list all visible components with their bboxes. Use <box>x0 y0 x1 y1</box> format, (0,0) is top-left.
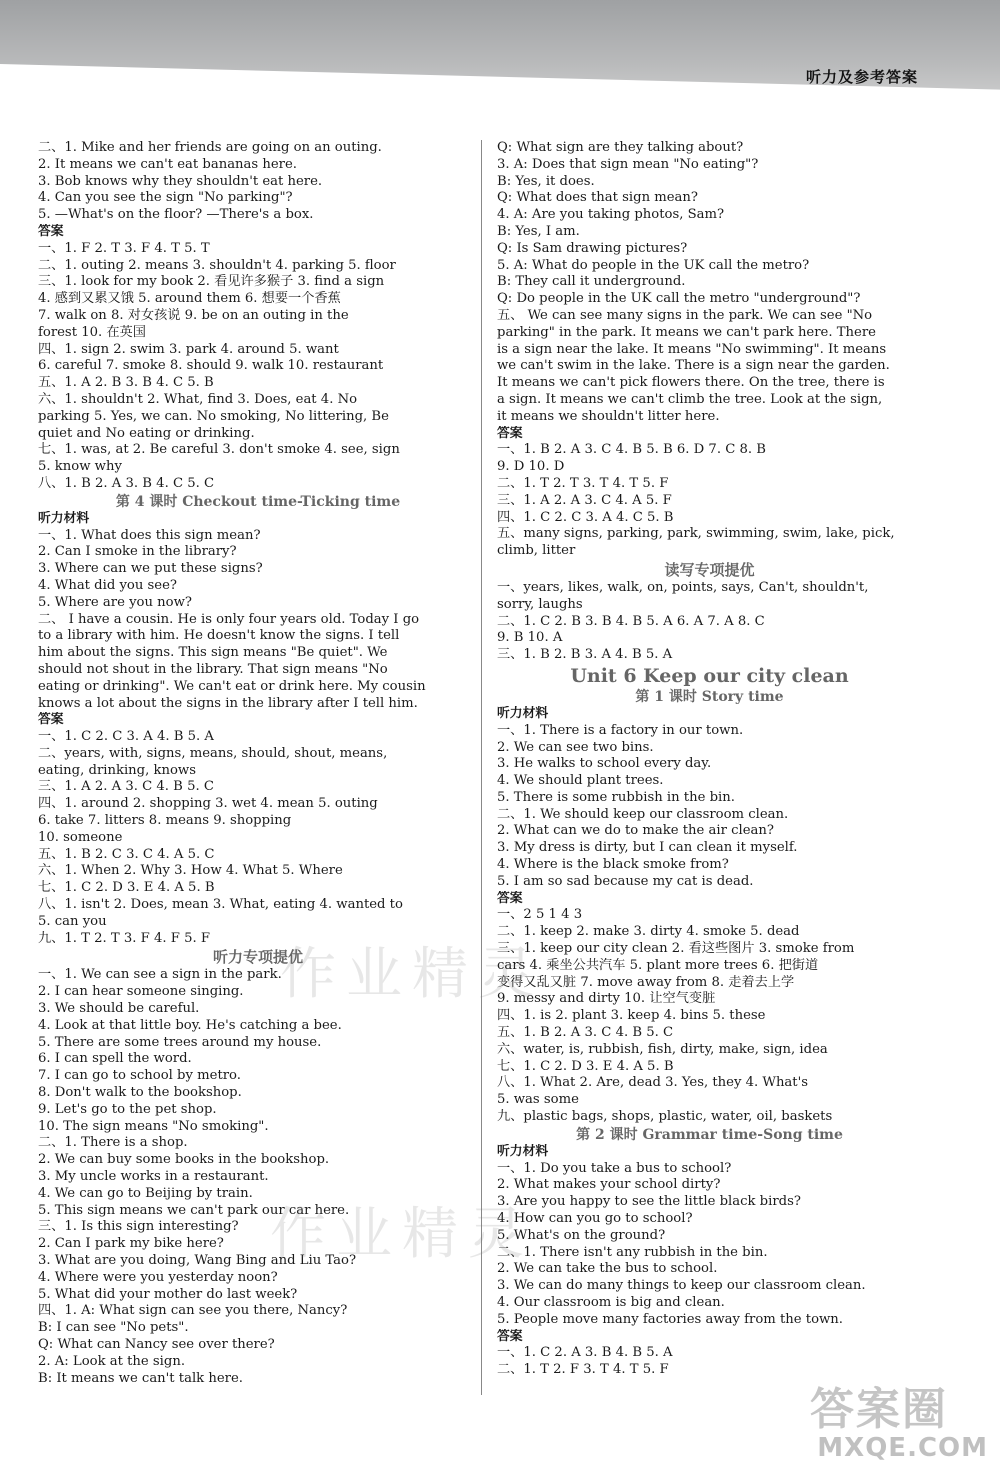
text-line: to a library with him. He doesn't know the signs. I tell <box>38 628 400 644</box>
text-line: 2. A: Look at the sign. <box>38 1353 186 1369</box>
text-line: 3. My dress is dirty, but I can clean it myself. <box>497 840 798 856</box>
text-line: quiet and No eating or drinking. <box>38 425 255 441</box>
text-line: we can't swim in the lake. There is a sign near the garden. <box>497 358 890 374</box>
text-line: B: It means we can't talk here. <box>38 1370 243 1386</box>
text-line: 一、2 5 1 4 3 <box>497 907 583 923</box>
text-line: 一、1. B 2. A 3. C 4. B 5. B 6. D 7. C 8. B <box>497 442 766 458</box>
text-line: 2. Can I smoke in the library? <box>38 544 237 560</box>
text-line: 5. Where are you now? <box>38 594 192 610</box>
text-line: 4. Look at that little boy. He's catching a bee. <box>38 1017 342 1033</box>
text-line: 3. My uncle works in a restaurant. <box>38 1169 269 1185</box>
text-line: parking 5. Yes, we can. No smoking, No littering, Be <box>38 408 389 424</box>
text-line: 3. Where can we put these signs? <box>38 561 263 577</box>
text-line: 四、1. sign 2. swim 3. park 4. around 5. want <box>38 341 339 357</box>
text-line: 一、1. C 2. A 3. B 4. B 5. A <box>497 1345 673 1361</box>
text-line: eating or drinking". We can't eat or drink here. My cousin <box>38 678 426 694</box>
text-line: 九、plastic bags, shops, plastic, water, oil, baskets <box>497 1109 833 1125</box>
text-line: sorry, laughs <box>497 596 583 612</box>
text-line: 3. What are you doing, Wang Bing and Liu Tao? <box>38 1253 357 1268</box>
text-line: 七、1. C 2. D 3. E 4. A 5. B <box>497 1058 674 1074</box>
text-line: 六、water, is, rubbish, fish, dirty, make, sign, idea <box>497 1041 828 1057</box>
text-line: 五、1. A 2. B 3. B 4. C 5. B <box>38 375 214 391</box>
header-band <box>0 0 1000 128</box>
right-column <box>497 140 922 1379</box>
text-line: 4. Can you see the sign "No parking"? <box>38 190 293 206</box>
text-line: 10. someone <box>38 829 123 845</box>
text-line: it means we shouldn't litter here. <box>497 408 720 424</box>
text-line: 5. was some <box>497 1092 579 1108</box>
text-line: 5. What's on the ground? <box>497 1227 666 1243</box>
subsection-label: 答案 <box>497 425 523 441</box>
text-line: 5. I am so sad because my cat is dead. <box>497 873 754 889</box>
subsection-label: 听力材料 <box>497 705 549 721</box>
text-line: 4. What did you see? <box>38 577 177 593</box>
text-line: 二、1. keep 2. make 3. dirty 4. smoke 5. dead <box>497 924 800 940</box>
subsection-label: 听力材料 <box>497 1143 549 1159</box>
text-line: 一、1. We can see a sign in the park. <box>38 967 282 983</box>
text-line: 5. What did your mother do last week? <box>38 1286 298 1302</box>
text-line: should not shout in the library. That sign means "No <box>38 661 388 677</box>
text-line: 7. I can go to school by metro. <box>38 1068 241 1084</box>
text-line: 三、1. A 2. A 3. C 4. A 5. F <box>497 492 672 508</box>
text-line: 二、1. We should keep our classroom clean. <box>497 806 789 822</box>
text-line: 8. Don't walk to the bookshop. <box>38 1085 242 1101</box>
text-line: 3. A: Does that sign mean "No eating"? <box>497 156 759 172</box>
text-line: B: I can see "No pets". <box>38 1320 189 1336</box>
text-line: 一、1. F 2. T 3. F 4. T 5. T <box>38 240 210 256</box>
text-line: 2. I can hear someone singing. <box>38 984 244 1000</box>
text-line: 七、1. C 2. D 3. E 4. A 5. B <box>38 880 215 896</box>
text-line: 五、 We can see many signs in the park. We can see "No <box>497 307 873 323</box>
corner-watermark <box>768 1373 988 1463</box>
text-line: 二、1. Mike and her friends are going on an outing. <box>38 140 382 155</box>
lesson-title: 第 2 课时 Grammar time-Song time <box>576 1126 843 1143</box>
text-line: 一、1. C 2. C 3. A 4. B 5. A <box>38 729 214 745</box>
text-line: 二、1. outing 2. means 3. shouldn't 4. parking 5. floor <box>38 257 396 273</box>
text-line: 4. How can you go to school? <box>497 1211 693 1227</box>
text-line: 5. There is some rubbish in the bin. <box>497 789 735 805</box>
text-line: Q: What does that sign mean? <box>497 190 698 206</box>
text-line: 五、1. B 2. C 3. C 4. A 5. C <box>38 846 215 862</box>
text-line: 二、1. There is a shop. <box>38 1135 188 1151</box>
text-line: 3. Bob knows why they shouldn't eat here. <box>38 173 323 189</box>
subsection-label: 答案 <box>38 223 64 239</box>
text-line: 6. careful 7. smoke 8. should 9. walk 10. restaurant <box>38 358 384 374</box>
text-line: parking" in the park. It means we can't park here. There <box>497 324 876 340</box>
text-line: 5. can you <box>38 913 107 929</box>
text-line: 2. We can take the bus to school. <box>497 1261 718 1277</box>
text-line: knows a lot about the signs in the library after I tell him. <box>38 695 418 711</box>
text-line: forest 10. 在英国 <box>38 324 146 340</box>
text-line: him about the signs. This sign means "Be quiet". We <box>38 645 388 661</box>
text-line: 7. walk on 8. 对女孩说 9. be on an outing in the <box>38 307 349 323</box>
text-line: 二、 I have a cousin. He is only four years old. Today I go <box>38 611 420 627</box>
text-line: 2. It means we can't eat bananas here. <box>38 156 297 172</box>
text-line: 八、1. isn't 2. Does, mean 3. What, eating 4. wanted to <box>38 897 403 913</box>
text-line: 9. messy and dirty 10. 让空气变脏 <box>497 991 716 1007</box>
text-line: eating, drinking, knows <box>38 762 196 778</box>
text-line: 3. Are you happy to see the little black birds? <box>497 1194 801 1210</box>
page-header-title: 听力及参考答案 <box>805 68 918 86</box>
text-line: 三、1. look for my book 2. 看见许多猴子 3. find a sign <box>38 274 385 290</box>
text-line: 2. Can I park my bike here? <box>38 1236 224 1252</box>
text-line: 二、1. T 2. T 3. T 4. T 5. F <box>497 475 669 491</box>
text-line: 六、1. When 2. Why 3. How 4. What 5. Where <box>38 863 343 879</box>
subsection-label: 答案 <box>497 890 523 906</box>
text-line: 三、1. A 2. A 3. C 4. B 5. C <box>38 779 214 795</box>
text-line: 变得又乱又脏 7. move away from 8. 走着去上学 <box>497 974 795 990</box>
text-line: 4. Where is the black smoke from? <box>497 857 729 873</box>
text-line: 二、1. C 2. B 3. B 4. B 5. A 6. A 7. A 8. C <box>497 613 765 629</box>
text-line: 4. Our classroom is big and clean. <box>497 1295 725 1310</box>
text-line: climb, litter <box>497 543 576 559</box>
section-title: 读写专项提优 <box>664 560 755 579</box>
text-line: 4. We can go to Beijing by train. <box>38 1185 253 1201</box>
text-line: 四、1. around 2. shopping 3. wet 4. mean 5. outing <box>38 796 378 812</box>
text-line: B: Yes, I am. <box>497 223 580 239</box>
text-line: 5. A: What do people in the UK call the metro? <box>497 257 810 273</box>
text-line: 一、years, likes, walk, on, points, says, Can't, shouldn't, <box>497 579 869 595</box>
text-line: 三、1. keep our city clean 2. 看这些图片 3. smoke from <box>497 941 855 957</box>
text-line: 二、years, with, signs, means, should, shout, means, <box>38 745 388 761</box>
text-line: 5. —What's on the floor? —There's a box. <box>38 207 314 223</box>
text-line: B: Yes, it does. <box>497 173 595 189</box>
text-line: a sign. It means we can't climb the tree. Look at the sign, <box>497 391 883 407</box>
unit-title: Unit 6 Keep our city clean <box>570 664 849 687</box>
text-line: 9. B 10. A <box>497 630 563 646</box>
text-line: is a sign near the lake. It means "No swimming". It means <box>497 341 887 357</box>
text-line: 5. know why <box>38 459 122 475</box>
text-line: 9. D 10. D <box>497 459 565 475</box>
text-line: 10. The sign means "No smoking". <box>38 1118 269 1134</box>
text-line: 二、1. There isn't any rubbish in the bin. <box>497 1244 768 1260</box>
text-line: 5. There are some trees around my house. <box>38 1034 322 1050</box>
text-line: 3. We should be careful. <box>38 1001 200 1017</box>
text-line: 2. What makes your school dirty? <box>497 1177 721 1193</box>
text-line: 一、1. There is a factory in our town. <box>497 722 744 738</box>
subsection-label: 答案 <box>497 1328 523 1344</box>
text-line: 四、1. is 2. plant 3. keep 4. bins 5. these <box>497 1008 766 1024</box>
text-line: 3. He walks to school every day. <box>497 756 712 772</box>
text-line: 4. Where were you yesterday noon? <box>38 1269 278 1285</box>
text-line: Q: What can Nancy see over there? <box>38 1336 275 1352</box>
text-line: 九、1. T 2. T 3. F 4. F 5. F <box>38 930 211 946</box>
watermark-site: MXQE.COM <box>817 1433 988 1463</box>
text-line: 六、1. shouldn't 2. What, find 3. Does, eat 4. No <box>38 391 358 407</box>
text-line: 2. We can see two bins. <box>497 739 654 755</box>
text-line: 5. This sign means we can't park our car here. <box>38 1202 350 1218</box>
text-line: 2. We can buy some books in the bookshop. <box>38 1152 330 1168</box>
text-line: 四、1. A: What sign can see you there, Nancy? <box>38 1303 348 1319</box>
watermark: 作业精灵 <box>270 1202 534 1267</box>
text-line: 2. What can we do to make the air clean? <box>497 823 774 839</box>
text-line: 二、1. T 2. F 3. T 4. T 5. F <box>497 1362 669 1378</box>
text-line: Q: Do people in the UK call the metro "underground"? <box>497 291 861 307</box>
text-line: 6. take 7. litters 8. means 9. shopping <box>38 813 292 829</box>
text-line: 6. I can spell the word. <box>38 1051 192 1067</box>
text-line: 5. People move many factories away from the town. <box>497 1311 843 1327</box>
subsection-label: 答案 <box>38 712 64 728</box>
text-line: B: They call it underground. <box>497 274 686 290</box>
text-line: Q: What sign are they talking about? <box>497 140 744 155</box>
watermark-stamp: 答案圈 <box>810 1384 948 1435</box>
text-line: 4. We should plant trees. <box>497 773 664 789</box>
section-title: 听力专项提优 <box>212 948 303 967</box>
text-line: 9. Let's go to the pet shop. <box>38 1101 217 1117</box>
text-line: Q: Is Sam drawing pictures? <box>497 240 688 256</box>
text-line: 八、1. What 2. Are, dead 3. Yes, they 4. What's <box>497 1075 808 1091</box>
text-line: 五、many signs, parking, park, swimming, swim, lake, pick, <box>497 526 895 542</box>
text-line: 4. 感到又累又饿 5. around them 6. 想要一个香蕉 <box>38 291 341 307</box>
text-line: It means we can't pick flowers there. On the tree, there is <box>497 375 885 391</box>
text-line: 三、1. Is this sign interesting? <box>38 1219 239 1235</box>
text-line: 四、1. C 2. C 3. A 4. C 5. B <box>497 509 674 525</box>
text-line: 3. We can do many things to keep our classroom clean. <box>497 1278 866 1294</box>
text-line: 八、1. B 2. A 3. B 4. C 5. C <box>38 475 215 491</box>
text-line: cars 4. 乘坐公共汽车 5. plant more trees 6. 把街道 <box>497 957 819 973</box>
text-line: 五、1. B 2. A 3. C 4. B 5. C <box>497 1025 674 1041</box>
lesson-title: 第 4 课时 Checkout time-Ticking time <box>115 493 401 510</box>
text-line: 三、1. B 2. B 3. A 4. B 5. A <box>497 647 673 663</box>
watermark: 作业精灵 <box>280 942 544 1007</box>
text-line: 一、1. What does this sign mean? <box>38 527 261 543</box>
lesson-title: 第 1 课时 Story time <box>635 688 784 705</box>
subsection-label: 听力材料 <box>38 510 90 526</box>
text-line: 七、1. was, at 2. Be careful 3. don't smoke 4. see, sign <box>38 442 400 458</box>
text-line: 一、1. Do you take a bus to school? <box>497 1160 732 1176</box>
text-line: 4. A: Are you taking photos, Sam? <box>497 207 725 223</box>
